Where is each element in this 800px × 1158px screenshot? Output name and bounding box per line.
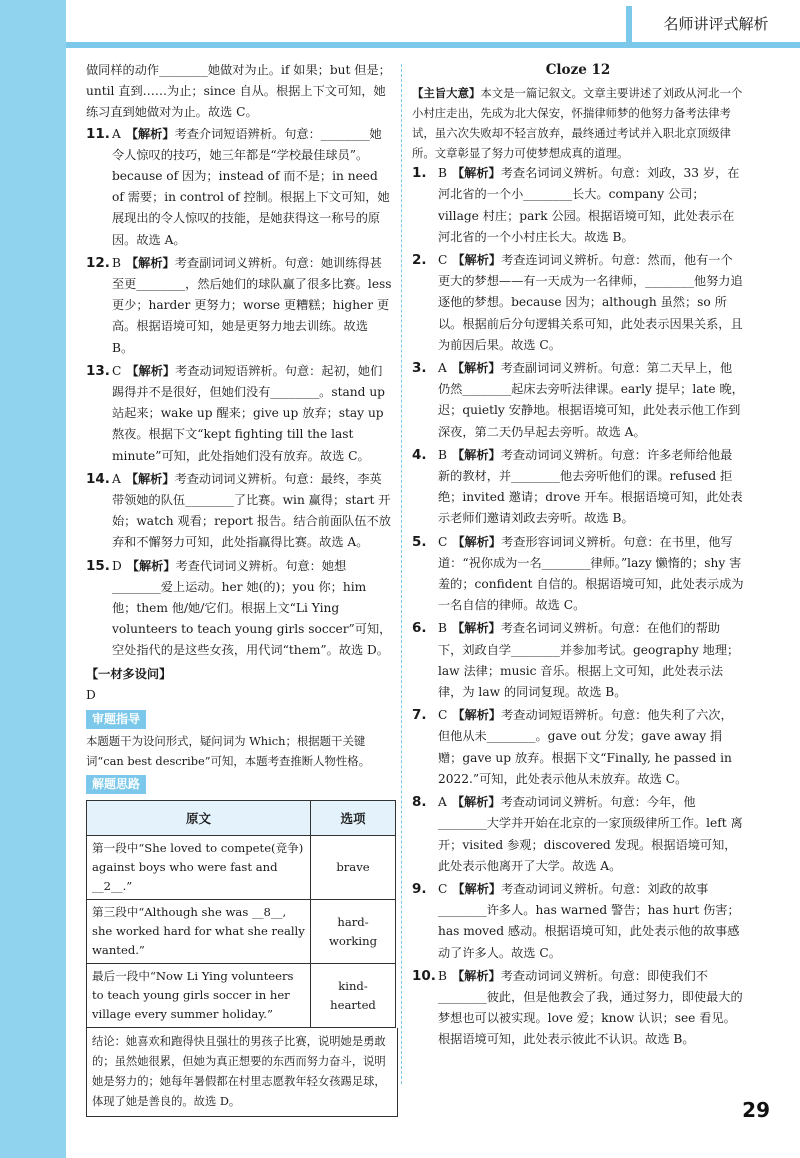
main-idea xyxy=(412,83,744,163)
item-number: 15. xyxy=(86,557,110,574)
conclusion-box: 结论：她喜欢和跑得快且强壮的男孩子比赛，说明她是勇敢的；虽然她很累，但她为真正想要的东西而努力奋斗，说明她是努力的；她每年暑假都在村里志愿教年轻女孩踢足球，体现了她是善良的。故选 D。 xyxy=(86,1028,398,1117)
explanation-item xyxy=(412,358,744,443)
item-answer: B xyxy=(438,166,447,181)
analysis-tag: 【解析】 xyxy=(451,447,501,462)
page-number: 29 xyxy=(742,1098,770,1122)
table-cell-option: hard-working xyxy=(311,900,396,964)
item-text: 考查代词词义辨析。句意：她想________爱上运动。her 她(的)；you 你；him 他；them 他/她/它们。根据上文“Li Ying volunteers to teach young girls soccer”可知，空处指代的是这些女孩，用代词“them”。故选 D。 xyxy=(112,558,392,658)
item-text: 考查名词词义辨析。句意：在他们的帮助下，刘政自学________并参加考试。geography 地理；law 法律；music 音乐。根据上文可知，此处表示法律，为 law 的同词复现。故选 B。 xyxy=(438,621,740,700)
right-column xyxy=(412,60,744,1053)
explanation-item xyxy=(412,792,744,877)
table-header-source: 原文 xyxy=(87,801,311,836)
item-text: 考查形容词词义辨析。句意：在书里，他写道：“祝你成为一名________律师。”lazy 懒惰的；shy 害羞的；confident 自信的。根据语境可知，此处表示成为一名自信的律师。故选 C。 xyxy=(438,534,744,613)
item-answer: B xyxy=(438,621,447,636)
item-answer: B xyxy=(438,447,447,462)
item-answer: C xyxy=(438,534,448,549)
item-number: 10. xyxy=(412,967,436,984)
item-number: 8. xyxy=(412,794,427,811)
column-divider xyxy=(401,64,402,1084)
item-answer: A xyxy=(112,471,121,486)
table-cell-source: 第一段中“She loved to compete(竞争) against boys who were fast and __2__.” xyxy=(87,836,311,900)
main-idea-text: 本文是一篇记叙文。文章主要讲述了刘政从河北一个小村庄走出，先成为北大保安，怀揣律师梦的他努力备考法律考试，虽六次失败却不轻言放弃，最终通过考试并入职北京顶级律所。文章彰显了努力可使梦想成真的道理。 xyxy=(412,86,743,161)
explanation-item xyxy=(86,361,392,467)
explanation-item xyxy=(412,966,744,1051)
item-number: 5. xyxy=(412,533,427,550)
item-number: 1. xyxy=(412,165,427,182)
item-number: 7. xyxy=(412,707,427,724)
item-text: 考查副词词义辨析。句意：第二天早上，他仍然________起床去旁听法律课。early 提早；late 晚，迟；quietly 安静地。根据语境可知，此处表示他工作到深夜，第二天仍早起去旁听。故选 A。 xyxy=(438,361,744,439)
item-number: 13. xyxy=(86,362,110,379)
header-rule xyxy=(66,42,800,48)
analysis-tag: 【解析】 xyxy=(125,471,175,486)
table-cell-option: kind-hearted xyxy=(311,964,396,1028)
extra-question-answer: D xyxy=(86,687,96,702)
table-cell-source: 最后一段中“Now Li Ying volunteers to teach young girls soccer in her village every summer holiday.” xyxy=(87,964,311,1028)
item-text: 考查动词词义辨析。句意：即使我们不________彼此，但是他教会了我，通过努力，即使最大的梦想也可以被实现。love 爱；know 认识；see 看见。根据语境可知，此处表示彼此不认识。故选 B。 xyxy=(438,968,743,1047)
item-text: 考查连词词义辨析。句意：然而，他有一个更大的梦想——有一天成为一名律师，________他努力追逐他的梦想。because 因为；although 虽然；so 所以。根据前后分句逻辑关系可知，此处表示因果关系，且为前因后果。故选 C。 xyxy=(438,253,743,352)
item-text: 考查动词词义辨析。句意：刘政的故事________许多人。has warned 警告；has hurt 伤害；has moved 感动。根据语境可知，此处表示他的故事感动了许多人。故选 C。 xyxy=(438,881,740,960)
main-idea-tag: 【主旨大意】 xyxy=(412,86,481,101)
item-text: 考查动词词义辨析。句意：最终，李英带领她的队伍________了比赛。win 赢得；start 开始；watch 观看；report 报告。结合前面队伍不放弃和不懈努力可知，此处指赢得比赛。故选 A。 xyxy=(112,471,391,550)
item-number: 14. xyxy=(86,470,110,487)
table-header-option: 选项 xyxy=(311,801,396,836)
item-answer: B xyxy=(438,968,447,983)
analysis-tag: 【解析】 xyxy=(126,558,176,573)
analysis-tag: 【解析】 xyxy=(451,968,501,983)
explanation-item xyxy=(412,618,744,703)
analysis-tag: 【解析】 xyxy=(452,881,502,896)
item-answer: C xyxy=(112,363,122,378)
item-answer: D xyxy=(112,558,122,573)
item-number: 12. xyxy=(86,254,110,271)
analysis-table xyxy=(86,800,396,1028)
item-text: 考查名词词义辨析。句意：刘政，33 岁，在河北省的一个小________长大。company 公司；village 村庄；park 公园。根据语境可知，此处表示在河北省的一个小村庄长大。故选 B。 xyxy=(438,166,740,244)
explanation-item xyxy=(412,163,744,248)
passage-title: Cloze 12 xyxy=(545,62,611,78)
explanation-item xyxy=(412,250,744,356)
left-column xyxy=(86,60,392,1117)
header-title: 名师讲评式解析 xyxy=(626,6,800,42)
item-text: 考查介词短语辨析。句意：________她令人惊叹的技巧，她三年都是“学校最佳球员”。because of 因为；instead of 而不是；in need of 需要；in control of 控制。根据上下文可知，她展现出的令人惊叹的技能，是她获得这一称号的原因。故选 A。 xyxy=(112,126,390,247)
analysis-tag: 【解析】 xyxy=(451,795,501,810)
item-text: 考查副词词义辨析。句意：她训练得甚至更________，然后她们的球队赢了很多比赛。less 更少；harder 更努力；worse 更糟糕；higher 更高。根据语境可知，她是更努力地去训练。故选 B。 xyxy=(112,255,392,355)
table-cell-source: 第三段中“Although she was __8__, she worked hard for what she really wanted.” xyxy=(87,900,311,964)
item-text: 考查动词词义辨析。句意：今年，他________大学并开始在北京的一家顶级律所工作。left 离开；visited 参观；discovered 发现。根据语境可知，此处表示他离开了大学。故选 A。 xyxy=(438,795,743,873)
explanation-item xyxy=(412,445,744,530)
table-cell-option: brave xyxy=(311,836,396,900)
item-text: 考查动词短语辨析。句意：他失利了六次，但他从未________。gave out 分发；gave away 捐赠；gave up 放弃。根据下文“Finally, he passed in 2022.”可知，此处表示他从未放弃。故选 C。 xyxy=(438,708,733,786)
item-number: 11. xyxy=(86,125,110,142)
item-answer: C xyxy=(438,881,448,896)
explanation-item xyxy=(412,532,744,617)
guide-text: 本题题干为设问形式，疑问词为 Which；根据题干关键词“can best describe”可知，本题考查推断人物性格。 xyxy=(86,734,371,769)
explanation-item xyxy=(412,879,744,964)
explanation-item xyxy=(86,124,392,251)
item-number: 2. xyxy=(412,252,427,269)
analysis-tag: 【解析】 xyxy=(452,253,502,268)
continued-explanation: 做同样的动作________她做对为止。if 如果；but 但是；until 直到……为止；since 自从。根据上下文可知，她练习直到她做对为止。故选 C。 xyxy=(86,63,391,120)
item-text: 考查动词词义辨析。句意：许多老师给他最新的教材，并________他去旁听他们的课。refused 拒绝；invited 邀请；drove 开车。根据语境可知，此处表示老师们邀请刘政去旁听。故选 B。 xyxy=(438,447,743,526)
item-answer: A xyxy=(112,126,121,141)
analysis-tag: 【解析】 xyxy=(125,126,175,141)
item-number: 9. xyxy=(412,880,427,897)
explanation-item xyxy=(86,556,392,662)
table-row xyxy=(87,900,396,964)
item-answer: A xyxy=(438,795,447,810)
explanation-item xyxy=(86,469,392,554)
analysis-tag: 【解析】 xyxy=(126,363,176,378)
analysis-tag: 【解析】 xyxy=(451,166,501,181)
item-answer: A xyxy=(438,361,447,376)
guide-badge: 审题指导 xyxy=(86,710,146,729)
explanation-item xyxy=(412,705,744,790)
item-text: 考查动词短语辨析。句意：起初，她们踢得并不是很好，但她们没有________。stand up 站起来；wake up 醒来；give up 放弃；stay up 熬夜。根据下文“kept fighting till the last minute”可知，此处指她们没有放弃。故选 C。 xyxy=(112,363,385,463)
table-row xyxy=(87,836,396,900)
item-number: 4. xyxy=(412,446,427,463)
item-number: 3. xyxy=(412,360,427,377)
extra-question-heading: 【一材多设问】 xyxy=(86,666,172,681)
item-answer: C xyxy=(438,708,448,723)
approach-badge: 解题思路 xyxy=(86,775,146,794)
table-header-row xyxy=(87,801,396,836)
analysis-tag: 【解析】 xyxy=(125,255,175,270)
explanation-item xyxy=(86,253,392,359)
item-number: 6. xyxy=(412,620,427,637)
item-answer: C xyxy=(438,253,448,268)
analysis-tag: 【解析】 xyxy=(451,361,501,376)
table-row xyxy=(87,964,396,1028)
analysis-tag: 【解析】 xyxy=(452,708,502,723)
analysis-tag: 【解析】 xyxy=(451,621,501,636)
analysis-tag: 【解析】 xyxy=(452,534,502,549)
item-answer: B xyxy=(112,255,121,270)
